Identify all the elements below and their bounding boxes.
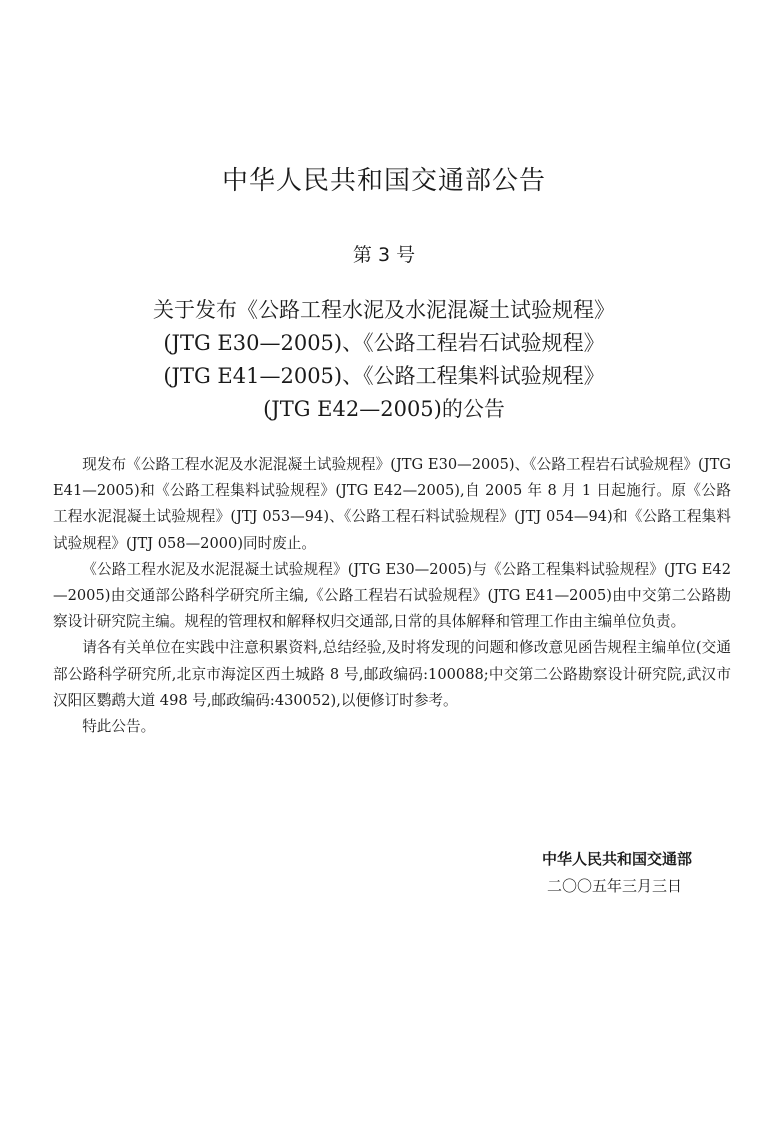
body-paragraph: 特此公告。 [82,718,156,736]
announcement-body [53,452,731,740]
page-title: 中华人民共和国交通部公告 [221,166,546,196]
announcement-subject [0,294,768,426]
announcement-number: 第 3 号 [352,244,416,266]
subject-line: 关于发布《公路工程水泥及水泥混凝土试验规程》 [153,298,615,322]
body-paragraph: 请各有关单位在实践中注意积累资料,总结经验,及时将发现的问题和修改意见函告规程主编单位(交通部公路科学研究所,北京市海淀区西土城路 8 号,邮政编码:100088;中交第二公路勘察设计研究院,武汉市汉阳区鹦鹉大道 498 号,邮政编码:430052),以便修订时参考。 [53,639,731,709]
subject-line: (JTG E30—2005)、《公路工程岩石试验规程》 [163,331,605,355]
signature-block [542,846,692,900]
subject-line: (JTG E41—2005)、《公路工程集料试验规程》 [163,364,605,388]
body-paragraph: 《公路工程水泥及水泥混凝土试验规程》(JTG E30—2005)与《公路工程集料试验规程》(JTG E42—2005)由交通部公路科学研究所主编,《公路工程岩石试验规程》(JTG E41—2005)由中交第二公路勘察设计研究院主编。规程的管理权和解释权归交通部,日常的具体解释和管理工作由主编单位负责。 [53,560,731,631]
subject-line: (JTG E42—2005)的公告 [263,397,505,421]
issue-date: 二〇〇五年三月三日 [546,877,682,895]
body-paragraph: 现发布《公路工程水泥及水泥混凝土试验规程》(JTG E30—2005)、《公路工程岩石试验规程》(JTG E41—2005)和《公路工程集料试验规程》(JTG E42—2005),自 2005 年 8 月 1 日起施行。原《公路工程水泥混凝土试验规程》(JTJ 053—94)、《公路工程石料试验规程》(JTJ 054—94)和《公路工程集料试验规程》(JTJ 058—2000)同时废止。 [53,456,731,552]
issuing-organization: 中华人民共和国交通部 [541,850,692,868]
